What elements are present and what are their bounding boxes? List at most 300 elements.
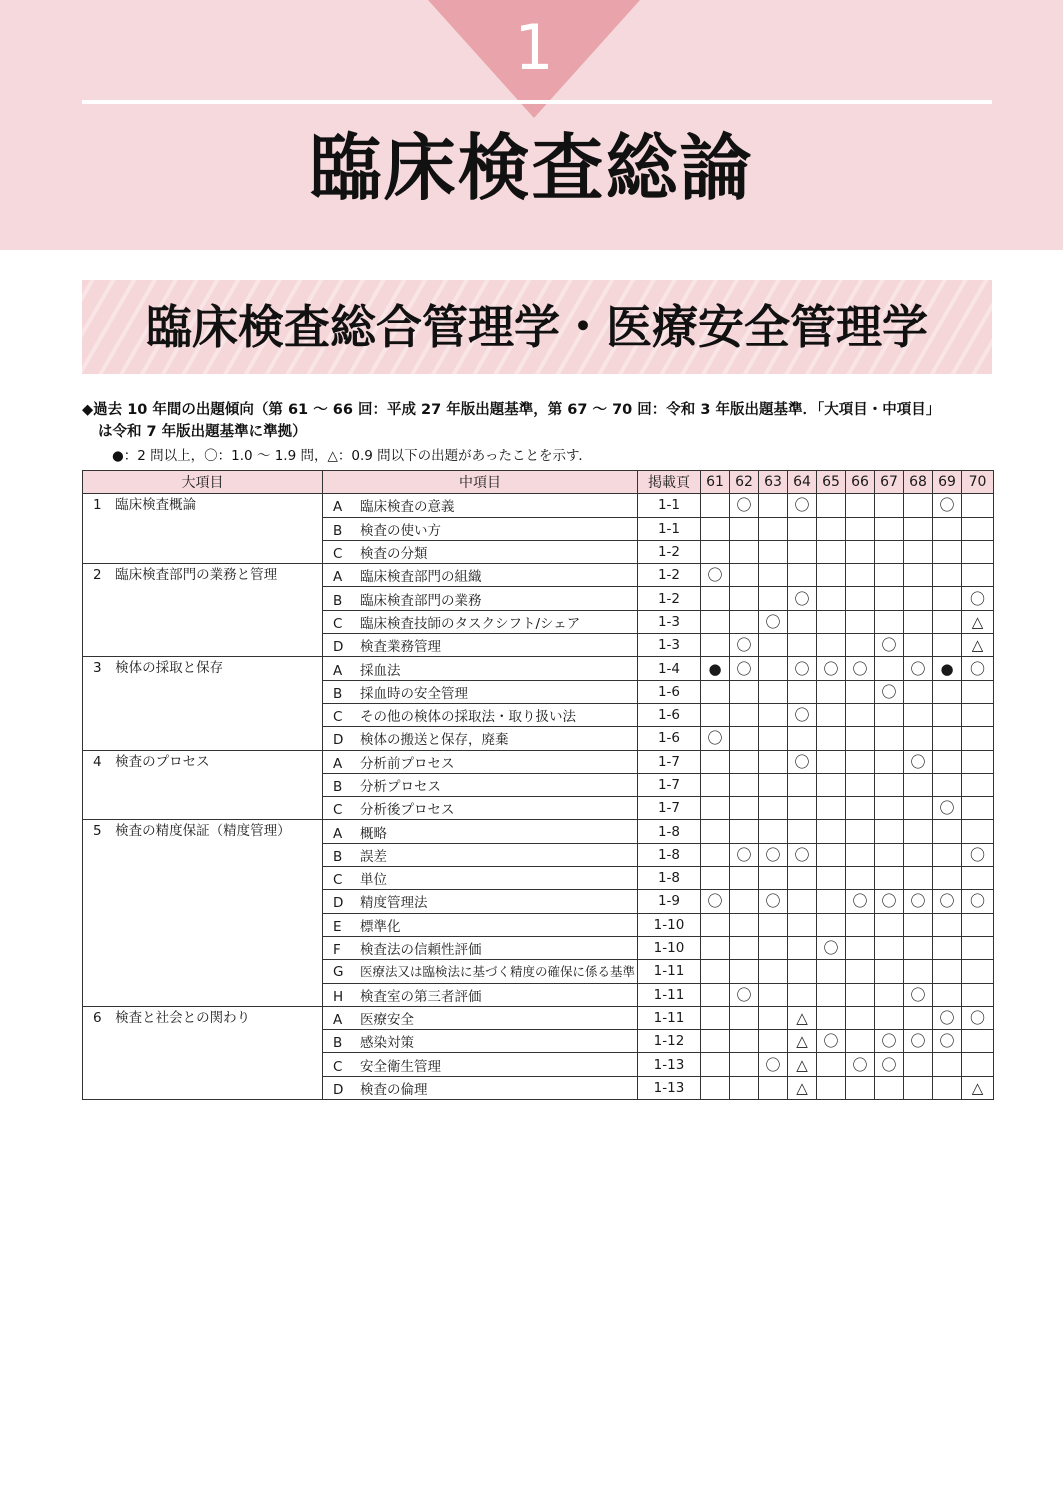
year-mark xyxy=(701,960,730,983)
year-mark xyxy=(875,797,904,820)
year-mark: 〇 xyxy=(962,1006,994,1029)
year-mark xyxy=(701,797,730,820)
year-mark xyxy=(904,494,933,517)
middle-item xyxy=(323,983,638,1006)
year-mark xyxy=(701,820,730,843)
year-mark xyxy=(846,960,875,983)
exam-trend-table xyxy=(82,470,994,1100)
year-mark: 〇 xyxy=(759,1053,788,1076)
year-mark: 〇 xyxy=(701,564,730,587)
year-mark xyxy=(846,797,875,820)
middle-item xyxy=(323,797,638,820)
year-mark xyxy=(962,983,994,1006)
year-mark xyxy=(904,1076,933,1099)
year-mark xyxy=(701,1006,730,1029)
year-mark xyxy=(759,1006,788,1029)
year-mark xyxy=(933,517,962,540)
year-mark xyxy=(962,936,994,959)
year-mark: 〇 xyxy=(701,890,730,913)
middle-item-letter: A xyxy=(333,662,343,679)
major-item: 2 臨床検査部門の業務と管理 xyxy=(83,564,323,657)
page-ref: 1-7 xyxy=(638,797,701,820)
table-body xyxy=(83,494,994,1100)
middle-item-name: その他の検体の採取法・取り扱い法 xyxy=(360,709,576,726)
year-mark xyxy=(759,750,788,773)
year-mark xyxy=(701,610,730,633)
middle-item-name: 感染対策 xyxy=(360,1035,414,1052)
year-mark xyxy=(817,517,846,540)
middle-item xyxy=(323,936,638,959)
year-mark xyxy=(817,913,846,936)
year-mark xyxy=(846,587,875,610)
year-mark xyxy=(701,517,730,540)
table-row xyxy=(83,494,994,517)
header-year: 63 xyxy=(759,471,788,494)
year-mark: △ xyxy=(962,634,994,657)
table-row xyxy=(83,657,994,680)
year-mark xyxy=(817,843,846,866)
year-mark xyxy=(817,890,846,913)
year-mark xyxy=(730,867,759,890)
year-mark xyxy=(846,494,875,517)
year-mark xyxy=(875,913,904,936)
header-year: 64 xyxy=(788,471,817,494)
year-mark xyxy=(701,773,730,796)
middle-item xyxy=(323,657,638,680)
middle-item-letter: A xyxy=(333,499,343,516)
middle-item xyxy=(323,773,638,796)
year-mark xyxy=(730,797,759,820)
middle-item-name: 概略 xyxy=(360,825,387,842)
year-mark xyxy=(962,727,994,750)
year-mark xyxy=(817,1076,846,1099)
year-mark xyxy=(817,797,846,820)
page-ref: 1-13 xyxy=(638,1053,701,1076)
middle-item-letter: C xyxy=(333,615,343,632)
middle-item-name: 単位 xyxy=(360,872,387,889)
middle-item-name: 採血法 xyxy=(360,662,401,679)
header-year: 67 xyxy=(875,471,904,494)
year-mark: 〇 xyxy=(904,657,933,680)
trend-note-line1: ◆過去 10 年間の出題傾向（第 61 ～ 66 回：平成 27 年版出題基準，第 67 ～ 70 回：令和 3 年版出題基準．「大項目・中項目」 xyxy=(82,402,941,418)
year-mark xyxy=(875,517,904,540)
middle-item-letter: B xyxy=(333,1035,343,1052)
middle-item xyxy=(323,913,638,936)
year-mark xyxy=(730,960,759,983)
middle-item-letter: F xyxy=(333,942,341,959)
middle-item-letter: A xyxy=(333,569,343,586)
year-mark xyxy=(759,703,788,726)
year-mark xyxy=(962,913,994,936)
year-mark xyxy=(730,727,759,750)
year-mark xyxy=(875,867,904,890)
year-mark xyxy=(817,634,846,657)
year-mark xyxy=(933,587,962,610)
middle-item xyxy=(323,564,638,587)
year-mark: 〇 xyxy=(730,657,759,680)
page-ref: 1-7 xyxy=(638,750,701,773)
year-mark: 〇 xyxy=(962,657,994,680)
year-mark xyxy=(759,867,788,890)
header-middle: 中項目 xyxy=(323,471,638,494)
year-mark xyxy=(933,983,962,1006)
middle-item xyxy=(323,634,638,657)
page-ref: 1-8 xyxy=(638,867,701,890)
year-mark xyxy=(904,727,933,750)
year-mark: ● xyxy=(933,657,962,680)
year-mark xyxy=(701,867,730,890)
year-mark xyxy=(817,494,846,517)
year-mark xyxy=(875,610,904,633)
middle-item xyxy=(323,727,638,750)
year-mark xyxy=(788,820,817,843)
year-mark xyxy=(759,587,788,610)
page-ref: 1-1 xyxy=(638,494,701,517)
middle-item-name: 精度管理法 xyxy=(360,895,428,912)
year-mark xyxy=(788,867,817,890)
year-mark xyxy=(933,936,962,959)
page-ref: 1-10 xyxy=(638,913,701,936)
year-mark xyxy=(904,703,933,726)
year-mark xyxy=(730,936,759,959)
year-mark xyxy=(933,680,962,703)
year-mark xyxy=(875,587,904,610)
middle-item-letter: D xyxy=(333,895,344,912)
year-mark xyxy=(817,610,846,633)
middle-item-letter: A xyxy=(333,825,343,842)
year-mark: 〇 xyxy=(730,494,759,517)
table-header-row xyxy=(83,471,994,494)
middle-item-letter: C xyxy=(333,1058,343,1075)
year-mark xyxy=(962,517,994,540)
year-mark: 〇 xyxy=(788,657,817,680)
year-mark xyxy=(846,564,875,587)
page-ref: 1-8 xyxy=(638,843,701,866)
middle-item xyxy=(323,843,638,866)
year-mark xyxy=(875,727,904,750)
year-mark xyxy=(846,610,875,633)
year-mark xyxy=(846,867,875,890)
year-mark xyxy=(933,610,962,633)
year-mark: 〇 xyxy=(875,890,904,913)
year-mark xyxy=(730,587,759,610)
middle-item-letter: B xyxy=(333,522,343,539)
year-mark xyxy=(817,750,846,773)
middle-item-letter: C xyxy=(333,546,343,563)
year-mark: 〇 xyxy=(817,1030,846,1053)
year-mark xyxy=(730,703,759,726)
year-mark xyxy=(933,564,962,587)
table-row xyxy=(83,564,994,587)
major-item: 4 検査のプロセス xyxy=(83,750,323,820)
year-mark xyxy=(846,913,875,936)
year-mark xyxy=(701,936,730,959)
middle-item-letter: C xyxy=(333,802,343,819)
trend-note xyxy=(82,399,997,443)
year-mark xyxy=(817,820,846,843)
year-mark xyxy=(730,680,759,703)
middle-item-name: 検査の使い方 xyxy=(360,522,441,539)
header-rule xyxy=(82,100,992,104)
page-ref: 1-11 xyxy=(638,960,701,983)
year-mark xyxy=(904,634,933,657)
middle-item xyxy=(323,750,638,773)
middle-item xyxy=(323,1030,638,1053)
year-mark xyxy=(962,540,994,563)
year-mark: 〇 xyxy=(788,750,817,773)
section-title: 臨床検査総合管理学・医療安全管理学 xyxy=(146,300,928,354)
year-mark: 〇 xyxy=(788,587,817,610)
year-mark: 〇 xyxy=(904,983,933,1006)
year-mark: 〇 xyxy=(933,1030,962,1053)
page-ref: 1-6 xyxy=(638,680,701,703)
page-ref: 1-11 xyxy=(638,983,701,1006)
year-mark xyxy=(904,843,933,866)
year-mark xyxy=(904,797,933,820)
year-mark xyxy=(759,983,788,1006)
middle-item-name: 誤差 xyxy=(360,848,387,865)
year-mark xyxy=(846,843,875,866)
legend: ●：2 問以上，〇：1.0 ～ 1.9 問，△：0.9 問以下の出題があったことを示す． xyxy=(112,448,592,464)
year-mark xyxy=(759,797,788,820)
year-mark xyxy=(904,1006,933,1029)
middle-item xyxy=(323,820,638,843)
year-mark: 〇 xyxy=(875,634,904,657)
year-mark: 〇 xyxy=(904,890,933,913)
year-mark xyxy=(817,960,846,983)
major-item: 6 検査と社会との関わり xyxy=(83,1006,323,1099)
year-mark xyxy=(933,913,962,936)
year-mark xyxy=(875,820,904,843)
middle-item-letter: B xyxy=(333,685,343,702)
page-ref: 1-6 xyxy=(638,703,701,726)
year-mark xyxy=(933,960,962,983)
middle-item-name: 分析前プロセス xyxy=(360,755,455,772)
middle-item-letter: B xyxy=(333,848,343,865)
middle-item-letter: B xyxy=(333,592,343,609)
year-mark xyxy=(904,517,933,540)
year-mark xyxy=(846,1030,875,1053)
year-mark xyxy=(759,634,788,657)
year-mark xyxy=(933,703,962,726)
header-year: 65 xyxy=(817,471,846,494)
year-mark xyxy=(962,1030,994,1053)
year-mark: 〇 xyxy=(933,797,962,820)
year-mark xyxy=(817,1053,846,1076)
year-mark xyxy=(875,564,904,587)
year-mark xyxy=(788,773,817,796)
page-ref: 1-9 xyxy=(638,890,701,913)
year-mark: △ xyxy=(788,1006,817,1029)
page-ref: 1-11 xyxy=(638,1006,701,1029)
middle-item-letter: D xyxy=(333,732,344,749)
year-mark xyxy=(962,820,994,843)
year-mark xyxy=(759,1076,788,1099)
year-mark: ● xyxy=(701,657,730,680)
year-mark: 〇 xyxy=(817,936,846,959)
year-mark xyxy=(759,657,788,680)
year-mark xyxy=(933,1053,962,1076)
year-mark xyxy=(846,773,875,796)
header-year: 61 xyxy=(701,471,730,494)
page-ref: 1-4 xyxy=(638,657,701,680)
table-row xyxy=(83,820,994,843)
year-mark xyxy=(701,1076,730,1099)
year-mark xyxy=(730,820,759,843)
middle-item-name: 標準化 xyxy=(360,918,401,935)
middle-item-name: 分析プロセス xyxy=(360,779,441,795)
year-mark xyxy=(904,867,933,890)
year-mark xyxy=(701,843,730,866)
year-mark: 〇 xyxy=(759,610,788,633)
middle-item xyxy=(323,867,638,890)
year-mark xyxy=(759,820,788,843)
page-ref: 1-3 xyxy=(638,610,701,633)
year-mark: 〇 xyxy=(962,843,994,866)
year-mark: 〇 xyxy=(817,657,846,680)
year-mark xyxy=(846,540,875,563)
year-mark xyxy=(933,1076,962,1099)
table-row xyxy=(83,1006,994,1029)
year-mark xyxy=(933,727,962,750)
header-year: 66 xyxy=(846,471,875,494)
middle-item-name: 採血時の安全管理 xyxy=(360,685,468,702)
year-mark: △ xyxy=(788,1053,817,1076)
year-mark xyxy=(962,773,994,796)
page-ref: 1-6 xyxy=(638,727,701,750)
year-mark xyxy=(933,634,962,657)
year-mark: 〇 xyxy=(962,587,994,610)
year-mark xyxy=(904,680,933,703)
year-mark xyxy=(730,564,759,587)
year-mark xyxy=(817,587,846,610)
year-mark xyxy=(759,494,788,517)
year-mark xyxy=(759,540,788,563)
year-mark: 〇 xyxy=(846,890,875,913)
year-mark xyxy=(817,727,846,750)
middle-item-letter: A xyxy=(333,1011,343,1028)
middle-item xyxy=(323,540,638,563)
middle-item xyxy=(323,1076,638,1099)
table-row xyxy=(83,750,994,773)
year-mark xyxy=(730,773,759,796)
middle-item-name: 検査法の信頼性評価 xyxy=(360,942,482,959)
year-mark xyxy=(788,960,817,983)
year-mark xyxy=(875,1076,904,1099)
middle-item-letter: H xyxy=(333,988,344,1005)
year-mark: 〇 xyxy=(846,657,875,680)
year-mark xyxy=(759,727,788,750)
middle-item-letter: C xyxy=(333,709,343,726)
year-mark xyxy=(817,773,846,796)
year-mark xyxy=(846,820,875,843)
year-mark xyxy=(759,680,788,703)
page-ref: 1-10 xyxy=(638,936,701,959)
year-mark: 〇 xyxy=(759,843,788,866)
year-mark xyxy=(788,890,817,913)
header-year: 69 xyxy=(933,471,962,494)
year-mark xyxy=(904,960,933,983)
page-ref: 1-13 xyxy=(638,1076,701,1099)
year-mark xyxy=(846,634,875,657)
year-mark xyxy=(730,1030,759,1053)
major-item: 1 臨床検査概論 xyxy=(83,494,323,564)
major-item: 3 検体の採取と保存 xyxy=(83,657,323,750)
page-ref: 1-3 xyxy=(638,634,701,657)
year-mark xyxy=(788,564,817,587)
year-mark xyxy=(759,1030,788,1053)
year-mark xyxy=(701,1053,730,1076)
middle-item-letter: D xyxy=(333,639,344,656)
year-mark xyxy=(875,540,904,563)
middle-item-name: 検査の分類 xyxy=(360,546,428,563)
year-mark xyxy=(933,820,962,843)
year-mark: 〇 xyxy=(904,1030,933,1053)
page-ref: 1-12 xyxy=(638,1030,701,1053)
year-mark: 〇 xyxy=(759,890,788,913)
year-mark xyxy=(875,983,904,1006)
year-mark xyxy=(759,936,788,959)
middle-item-name: 分析後プロセス xyxy=(360,802,455,819)
year-mark xyxy=(759,773,788,796)
year-mark xyxy=(788,727,817,750)
year-mark xyxy=(846,750,875,773)
middle-item-letter: G xyxy=(333,964,344,981)
year-mark xyxy=(730,610,759,633)
page-ref: 1-2 xyxy=(638,540,701,563)
year-mark xyxy=(846,517,875,540)
middle-item-name: 臨床検査技師のタスクシフト/シェア xyxy=(360,615,581,632)
header-major: 大項目 xyxy=(83,471,323,494)
middle-item xyxy=(323,610,638,633)
year-mark xyxy=(846,680,875,703)
year-mark: 〇 xyxy=(846,1053,875,1076)
year-mark: 〇 xyxy=(875,1053,904,1076)
year-mark: 〇 xyxy=(788,843,817,866)
year-mark xyxy=(904,564,933,587)
year-mark xyxy=(875,494,904,517)
year-mark xyxy=(759,913,788,936)
middle-item-letter: E xyxy=(333,918,342,935)
chapter-title: 臨床検査総論 xyxy=(309,126,754,210)
year-mark xyxy=(701,913,730,936)
year-mark xyxy=(875,703,904,726)
year-mark xyxy=(817,540,846,563)
middle-item xyxy=(323,680,638,703)
year-mark xyxy=(701,587,730,610)
year-mark xyxy=(788,680,817,703)
middle-item-name: 臨床検査部門の業務 xyxy=(360,592,482,609)
trend-note-line2: は令和 7 年版出題基準に準拠） xyxy=(98,424,307,440)
year-mark xyxy=(962,680,994,703)
year-mark xyxy=(788,517,817,540)
middle-item xyxy=(323,890,638,913)
year-mark xyxy=(962,797,994,820)
year-mark xyxy=(730,517,759,540)
header-year: 68 xyxy=(904,471,933,494)
year-mark xyxy=(730,750,759,773)
page-ref: 1-2 xyxy=(638,587,701,610)
year-mark xyxy=(730,1006,759,1029)
year-mark xyxy=(817,703,846,726)
year-mark: 〇 xyxy=(701,727,730,750)
year-mark xyxy=(846,1076,875,1099)
middle-item xyxy=(323,494,638,517)
year-mark: 〇 xyxy=(875,1030,904,1053)
middle-item-name: 医療法又は臨検法に基づく精度の確保に係る基準 xyxy=(360,964,636,980)
year-mark xyxy=(962,750,994,773)
year-mark xyxy=(701,983,730,1006)
